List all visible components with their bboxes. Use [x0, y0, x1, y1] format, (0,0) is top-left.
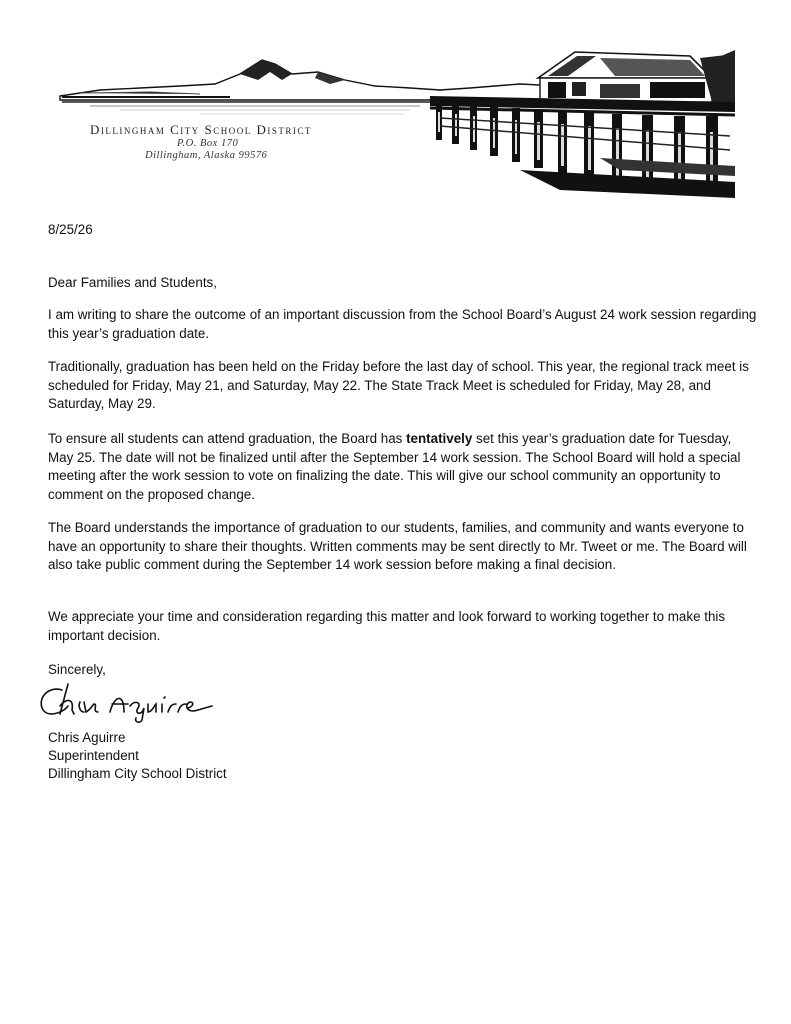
- signer-organization: Dillingham City School District: [48, 766, 227, 781]
- letter-date: 8/25/26: [48, 222, 93, 237]
- signer-name: Chris Aguirre: [48, 730, 126, 745]
- signer-title: Superintendent: [48, 748, 139, 763]
- paragraph-1: I am writing to share the outcome of an important discussion from the School Board’s August 24 work session regarding this year’s graduation date.: [48, 307, 757, 341]
- paragraph-5: We appreciate your time and consideration regarding this matter and look forward to working together to make this important decision.: [48, 609, 726, 643]
- district-po-box: P.O. Box 170: [177, 138, 239, 149]
- closing: Sincerely,: [48, 662, 106, 677]
- harbor-illustration: [0, 0, 791, 210]
- paragraph-3-emphasis: tentatively: [406, 431, 473, 446]
- letterhead: [0, 0, 791, 210]
- paragraph-3-start: To ensure all students can attend graduation, the Board has: [48, 431, 407, 446]
- salutation: Dear Families and Students,: [48, 275, 217, 290]
- paragraph-2: Traditionally, graduation has been held on the Friday before the last day of school. This year, the regional track meet is scheduled for Friday, May 21, and Saturday, May 22. The State Track Meet is scheduled for Friday, May 28, and Saturday, May 29.: [48, 359, 749, 411]
- paragraph-3: [48, 430, 758, 504]
- paragraph-4: The Board understands the importance of graduation to our students, families, and community and wants everyone to have an opportunity to share their thoughts. Written comments may be sent directly to Mr. Tweet or me. The Board will also take public comment during the September 14 work session before making a final decision.: [48, 520, 747, 572]
- handwritten-signature: [32, 676, 232, 724]
- district-city-state: Dillingham, Alaska 99576: [145, 150, 268, 161]
- district-name: Dillingham City School District: [90, 122, 312, 137]
- paragraph-3-end: set this year’s graduation date for Tuesday, May 25. The date will not be finalized until after the September 14 work session. The School Board will hold a special meeting after the work session to vote on finalizing the date. This will give our school community an opportunity to comment on the proposed change.: [48, 431, 741, 502]
